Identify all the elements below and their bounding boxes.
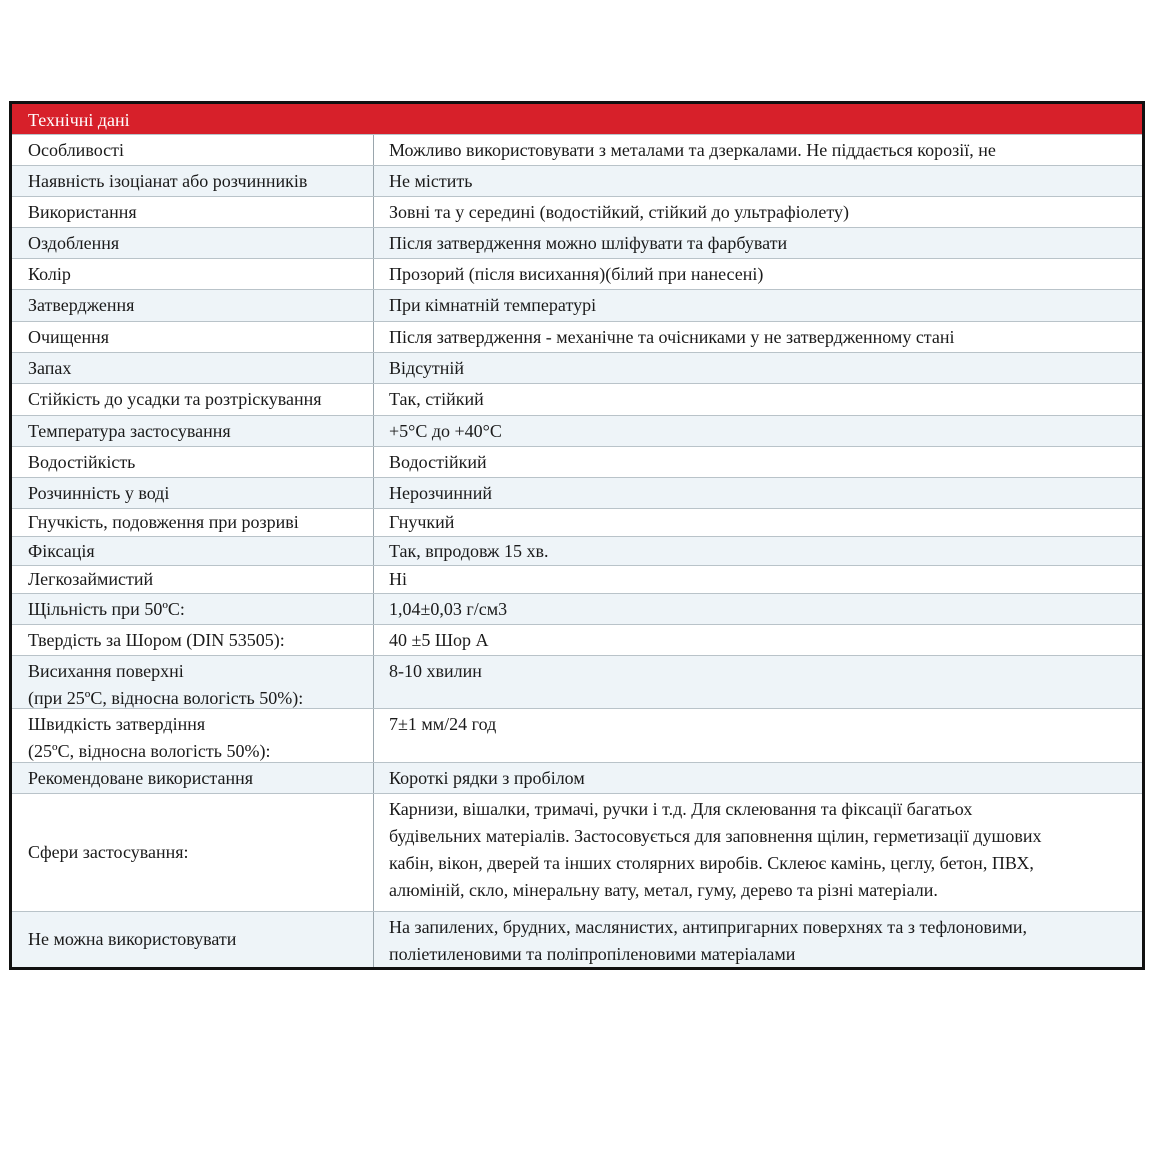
table-row [12,793,1142,911]
table-row [12,383,1142,415]
row-value: Водостійкий [389,451,487,472]
row-value: 8-10 хвилин [389,661,482,681]
row-value: +5°С до +40°С [389,420,502,441]
table-title: Технічні дані [12,104,1142,134]
table-row [12,708,1142,762]
row-value: Прозорий (після висихання)(білий при нанесені) [389,263,764,284]
row-value: Не містить [389,170,473,191]
row-label: Використання [12,197,374,227]
row-value: Після затвердження - механічне та очісниками у не затвердженному стані [389,326,955,347]
table-row [12,536,1142,565]
table-row [12,624,1142,655]
table-row [12,655,1142,708]
row-value: Карнизи, вішалки, тримачі, ручки і т.д. Для склеювання та фіксації багатьох будівельних матеріалів. Застосовується для заповнення щілин, герметизації душових кабін, вікон, дверей та інших столярних виробів. Склеює камінь, цеглу, бетон, ПВХ, алюміній, скло, мінеральну вату, метал, гуму, дерево та різні матеріали. [389,799,1042,900]
row-value: При кімнатній температурі [389,295,597,315]
row-label: Наявність ізоціанат або розчинників [12,166,374,196]
row-label: Гнучкість, подовження при розриві [12,509,374,536]
row-value: Так, впродовж 15 хв. [389,540,549,561]
row-label: Температура застосування [12,416,374,446]
table-row [12,477,1142,508]
row-value: Гнучкий [389,512,455,532]
row-label: Очищення [12,322,374,352]
row-label: Рекомендоване використання [12,763,374,793]
row-label: Висихання поверхні (при 25ºС, відносна вологість 50%): [12,656,374,708]
row-value: На запилених, брудних, маслянистих, антипригарних поверхнях та з тефлоновими, поліетиленовими та поліпропіленовими матеріалами [389,917,1028,964]
table-body [12,134,1142,967]
row-label: Стійкість до усадки та розтріскування [12,384,374,415]
row-label: Колір [12,259,374,289]
row-value: Після затвердження можно шліфувати та фарбувати [389,232,788,253]
row-label: Швидкість затвердіння (25ºС, відносна вологість 50%): [12,709,374,762]
row-label: Оздоблення [12,228,374,258]
table-row [12,352,1142,383]
table-row [12,593,1142,624]
row-value: Зовні та у середині (водостійкий, стійкий до ультрафіолету) [389,201,850,222]
row-value: 1,04±0,03 г/см3 [389,598,508,619]
table-row [12,508,1142,536]
row-value: Можливо використовувати з металами та дзеркалами. Не піддається корозії, не [389,139,996,160]
row-label: Особливості [12,135,374,165]
row-label: Водостійкість [12,447,374,477]
table-row [12,565,1142,593]
table-row [12,227,1142,258]
row-value: Короткі рядки з пробілом [389,767,585,788]
table-row [12,165,1142,196]
row-value: Ні [389,569,407,589]
table-row [12,258,1142,289]
row-label: Фіксація [12,537,374,565]
table-row [12,321,1142,352]
table-row [12,196,1142,227]
row-label: Не можна використовувати [12,912,374,967]
row-value: 40 ±5 Шор А [389,629,489,650]
table-row [12,289,1142,321]
table-row [12,911,1142,967]
row-label: Затвердження [12,290,374,321]
row-label: Твердість за Шором (DIN 53505): [12,625,374,655]
row-value: Відсутній [389,357,465,378]
row-label: Запах [12,353,374,383]
table-row [12,762,1142,793]
row-label: Розчинність у воді [12,478,374,508]
row-label: Легкозаймистий [12,566,374,593]
row-value: 7±1 мм/24 год [389,714,497,734]
table-row [12,446,1142,477]
row-label: Щільність при 50ºС: [12,594,374,624]
table-row [12,415,1142,446]
row-label: Сфери застосування: [12,794,374,911]
technical-data-table [9,101,1145,970]
table-row [12,134,1142,165]
row-value: Нерозчинний [389,482,492,503]
row-value: Так, стійкий [389,389,484,409]
